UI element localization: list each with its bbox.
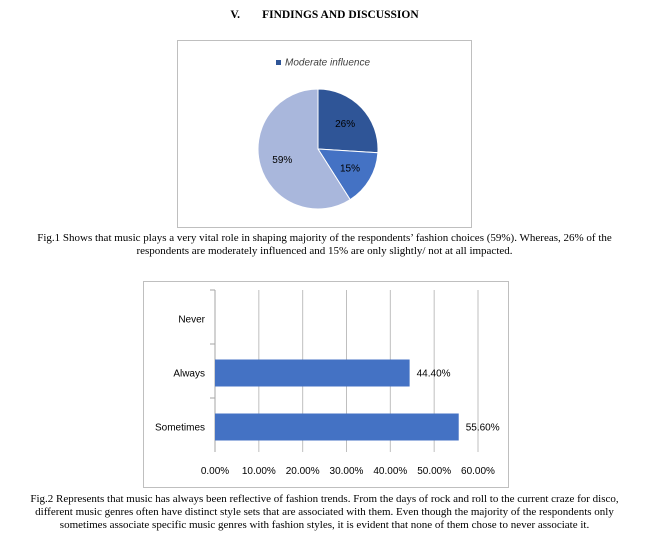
figure2-caption: Fig.2 Represents that music has always been reflective of fashion trends. From the days of rock and roll to the current craze for disco, different music genres often have distinct style sets that are associated with them. Even though the majority of the respondents only sometimes associate specific music genres with fashion styles, it is evident that none of them chose to never associate it. — [30, 493, 619, 531]
x-tick-label: 60.00% — [461, 466, 495, 477]
x-tick-label: 30.00% — [329, 466, 364, 477]
bar-data-label: 44.40% — [416, 368, 451, 380]
bar-data-label: 55.60% — [465, 422, 500, 434]
bar-chart-frame — [143, 281, 509, 488]
x-tick-label: 40.00% — [373, 466, 408, 477]
section-title: FINDINGS AND DISCUSSION — [262, 9, 419, 21]
x-tick-label: 0.00% — [200, 466, 230, 477]
bar-chart — [144, 282, 508, 487]
y-category-label: Never — [178, 314, 205, 326]
section-number: V. — [230, 9, 241, 21]
pie-chart-frame — [177, 40, 472, 228]
x-tick-label: 20.00% — [285, 466, 320, 477]
figure1-caption: Fig.1 Shows that music plays a very vital role in shaping majority of the respondents’ fashion choices (59%). Whereas, 26% of the respondents are moderately influenced and 15% are only slightly/ not at all impacted. — [37, 232, 612, 257]
x-tick-label: 50.00% — [417, 466, 452, 477]
section-heading — [0, 9, 649, 21]
pie-chart — [178, 41, 471, 227]
pie-slice-label: 15% — [340, 163, 361, 175]
pie-slice-label: 26% — [335, 119, 356, 131]
y-category-label: Sometimes — [154, 422, 205, 434]
pie-slice-label: 59% — [272, 154, 293, 166]
legend-label: Moderate influence — [285, 57, 371, 69]
legend-swatch — [276, 60, 281, 65]
x-tick-label: 10.00% — [241, 466, 276, 477]
bar — [215, 414, 459, 441]
bar — [215, 360, 410, 387]
y-category-label: Always — [173, 368, 205, 380]
